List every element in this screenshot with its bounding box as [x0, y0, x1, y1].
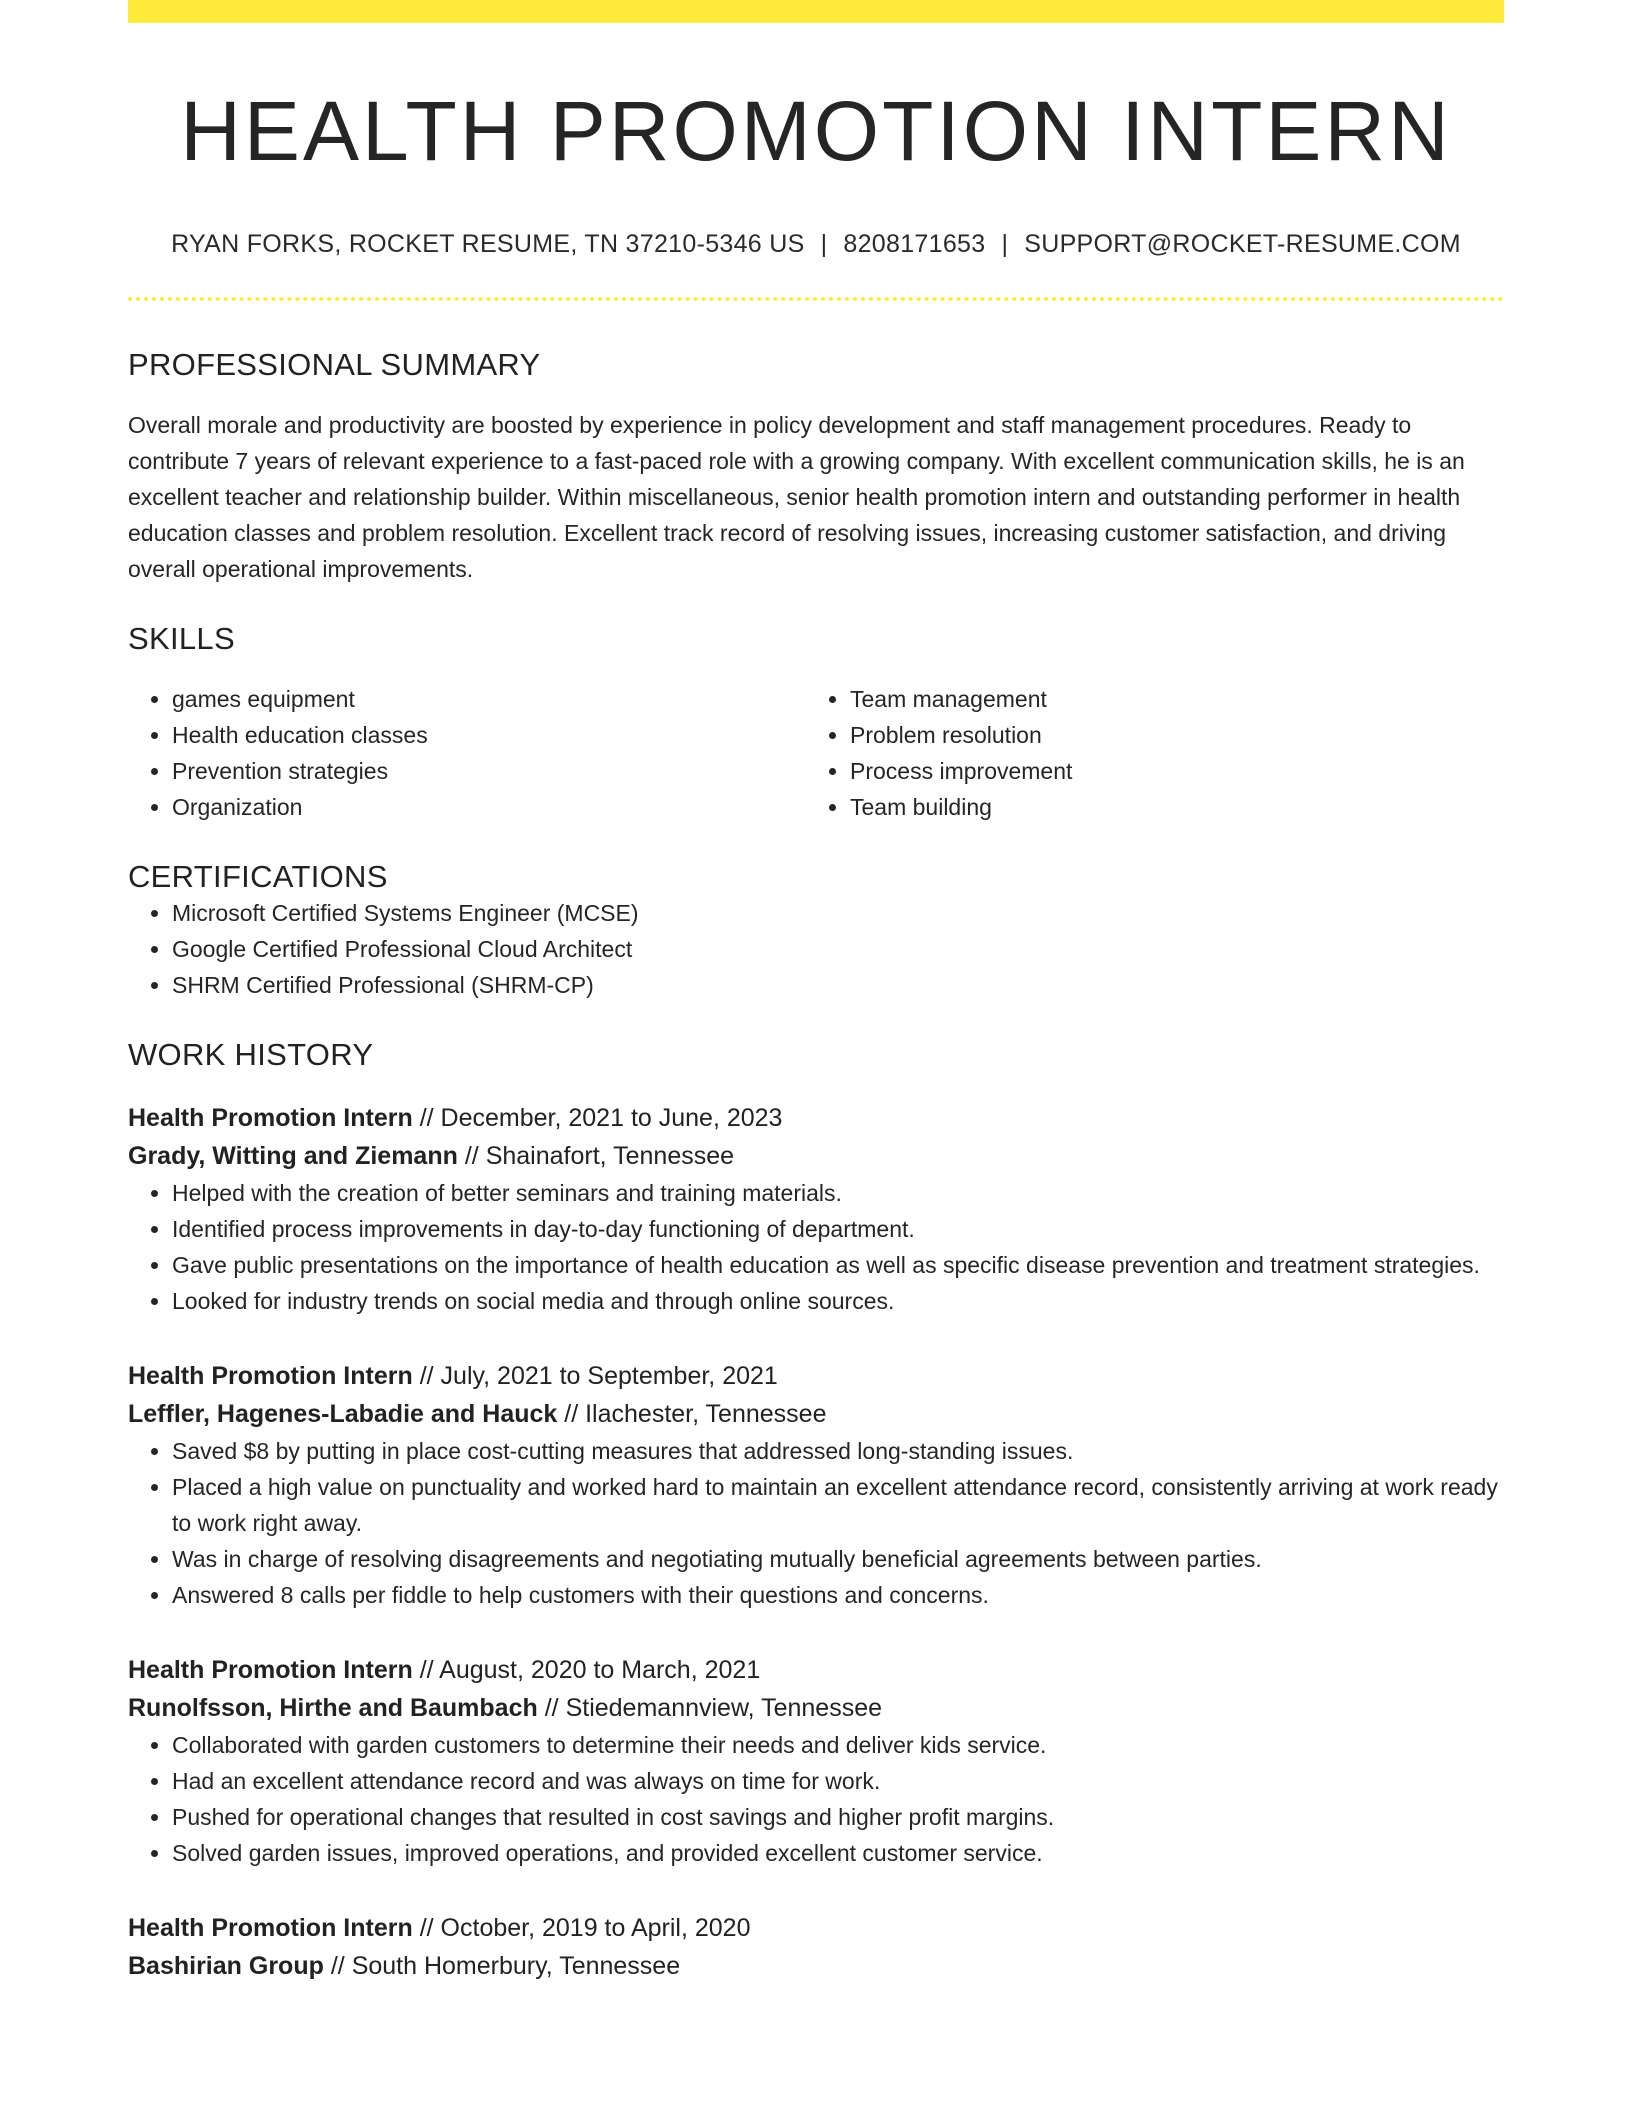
certification-item: • SHRM Certified Professional (SHRM-CP)	[172, 967, 1504, 1003]
skill-item: • Team building	[850, 789, 1484, 825]
job-role: Health Promotion Intern	[128, 1655, 413, 1684]
skills-column-left	[128, 681, 806, 825]
job-duties-list	[128, 1175, 1504, 1319]
contact-email: SUPPORT@ROCKET-RESUME.COM	[1024, 229, 1461, 258]
job-duty: • Answered 8 calls per fiddle to help customers with their questions and concerns.	[172, 1577, 1504, 1613]
job-dates: July, 2021 to September, 2021	[440, 1361, 778, 1390]
job-company-line	[128, 1947, 1504, 1985]
job-company-line	[128, 1137, 1504, 1175]
job-dates: August, 2020 to March, 2021	[439, 1655, 761, 1684]
job-company-line	[128, 1689, 1504, 1727]
job-separator: //	[464, 1141, 479, 1170]
job-duty: • Saved $8 by putting in place cost-cutting measures that addressed long-standing issues.	[172, 1433, 1504, 1469]
skill-item: • Prevention strategies	[172, 753, 806, 789]
job-location: Stiedemannview, Tennessee	[565, 1693, 882, 1722]
job-duty: • Had an excellent attendance record and was always on time for work.	[172, 1763, 1504, 1799]
certification-item: • Google Certified Professional Cloud Architect	[172, 931, 1504, 967]
job-duty: • Gave public presentations on the importance of health education as well as specific disease prevention and treatment strategies.	[172, 1247, 1504, 1283]
job-separator: //	[419, 1655, 434, 1684]
job-separator: //	[544, 1693, 559, 1722]
job-duty: • Pushed for operational changes that resulted in cost savings and higher profit margins.	[172, 1799, 1504, 1835]
job-duty: • Was in charge of resolving disagreements and negotiating mutually beneficial agreements between parties.	[172, 1541, 1504, 1577]
contact-separator: |	[820, 229, 828, 258]
job-separator: //	[419, 1103, 434, 1132]
resume-page	[128, 0, 1504, 1985]
skills-list-right	[806, 681, 1484, 825]
job-duty: • Collaborated with garden customers to determine their needs and deliver kids service.	[172, 1727, 1504, 1763]
contact-phone: 8208171653	[843, 229, 986, 258]
job-company: Grady, Witting and Ziemann	[128, 1141, 458, 1170]
skill-item: • Health education classes	[172, 717, 806, 753]
resume-title: HEALTH PROMOTION INTERN	[180, 84, 1452, 178]
job-duties-list	[128, 1727, 1504, 1871]
certification-item: • Microsoft Certified Systems Engineer (MCSE)	[172, 895, 1504, 931]
skill-item: • games equipment	[172, 681, 806, 717]
job-duty: • Looked for industry trends on social media and through online sources.	[172, 1283, 1504, 1319]
job-separator: //	[419, 1913, 434, 1942]
skill-item: • Organization	[172, 789, 806, 825]
skill-item: • Team management	[850, 681, 1484, 717]
contact-separator: |	[1001, 229, 1009, 258]
job-company: Bashirian Group	[128, 1951, 324, 1980]
skills-list-left	[128, 681, 806, 825]
job-duty: • Helped with the creation of better seminars and training materials.	[172, 1175, 1504, 1211]
top-accent-bar	[128, 0, 1504, 23]
summary-heading: PROFESSIONAL SUMMARY	[128, 346, 541, 382]
job-role-line	[128, 1357, 1504, 1395]
job-company: Runolfsson, Hirthe and Baumbach	[128, 1693, 538, 1722]
work-history-heading: WORK HISTORY	[128, 1036, 374, 1072]
header-divider	[128, 297, 1504, 301]
job-duty: • Solved garden issues, improved operations, and provided excellent customer service.	[172, 1835, 1504, 1871]
contact-address: RYAN FORKS, ROCKET RESUME, TN 37210-5346 US	[171, 229, 805, 258]
job-location: Ilachester, Tennessee	[585, 1399, 827, 1428]
job-role-line	[128, 1909, 1504, 1947]
skills-column-right	[806, 681, 1484, 825]
job-entry	[128, 1099, 1504, 1319]
contact-line	[128, 230, 1504, 259]
job-separator: //	[419, 1361, 434, 1390]
job-separator: //	[330, 1951, 345, 1980]
job-duty: • Identified process improvements in day-to-day functioning of department.	[172, 1211, 1504, 1247]
skills-grid	[128, 681, 1504, 825]
job-location: Shainafort, Tennessee	[485, 1141, 735, 1170]
job-entry	[128, 1909, 1504, 1985]
job-dates: December, 2021 to June, 2023	[440, 1103, 783, 1132]
skill-item: • Problem resolution	[850, 717, 1484, 753]
job-duties-list	[128, 1433, 1504, 1613]
job-company: Leffler, Hagenes-Labadie and Hauck	[128, 1399, 558, 1428]
job-entry	[128, 1357, 1504, 1613]
job-role: Health Promotion Intern	[128, 1913, 413, 1942]
job-role-line	[128, 1651, 1504, 1689]
job-entry	[128, 1651, 1504, 1871]
skills-heading: SKILLS	[128, 620, 235, 656]
job-dates: October, 2019 to April, 2020	[440, 1913, 751, 1942]
job-role: Health Promotion Intern	[128, 1361, 413, 1390]
job-location: South Homerbury, Tennessee	[351, 1951, 681, 1980]
certifications-heading: CERTIFICATIONS	[128, 858, 388, 894]
job-role: Health Promotion Intern	[128, 1103, 413, 1132]
skill-item: • Process improvement	[850, 753, 1484, 789]
job-role-line	[128, 1099, 1504, 1137]
summary-text: Overall morale and productivity are boosted by experience in policy development and staff management procedures. Ready to contribute 7 years of relevant experience to a fast-paced role with a growing company. With excellent communication skills, he is an excellent teacher and relationship builder. Within miscellaneous, senior health promotion intern and outstanding performer in health education classes and problem resolution. Excellent track record of resolving issues, increasing customer satisfaction, and driving overall operational improvements.	[128, 411, 1465, 582]
job-company-line	[128, 1395, 1504, 1433]
job-duty: • Placed a high value on punctuality and worked hard to maintain an excellent attendance record, consistently arriving at work ready to work right away.	[172, 1469, 1504, 1541]
job-separator: //	[564, 1399, 579, 1428]
certifications-list	[128, 895, 1504, 1003]
